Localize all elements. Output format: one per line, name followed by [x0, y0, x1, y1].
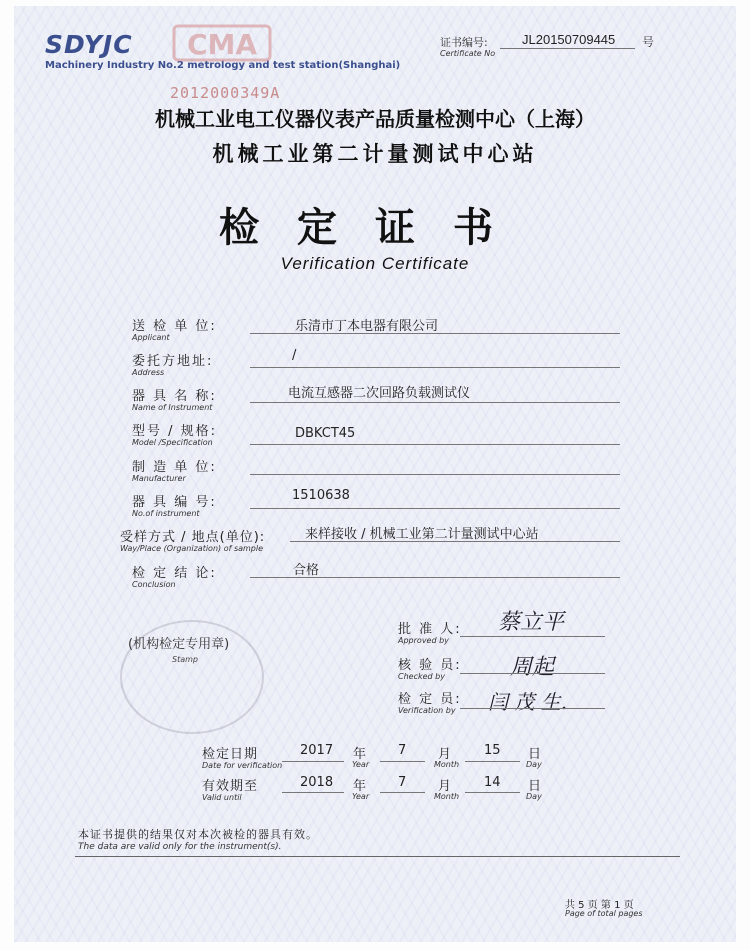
verification-date-label: 检定日期: [202, 747, 259, 762]
verification-year-unit: 年: [353, 747, 367, 762]
approver-underline: [460, 636, 605, 637]
station-name: Machinery Industry No.2 metrology and test station(Shanghai): [45, 60, 401, 71]
valid-until-year: 2018: [300, 775, 334, 790]
verification-year-underline: [282, 761, 344, 762]
verification-year-unit-en: Year: [352, 760, 370, 769]
address-label: 委托方地址:: [132, 354, 214, 369]
verification-month-unit: 月: [438, 747, 452, 762]
valid-until-month-underline: [380, 792, 425, 793]
valid-until-day-unit-en: Day: [526, 792, 542, 801]
conclusion-underline: [250, 577, 620, 578]
validity-note-en: The data are valid only for the instrument(s).: [78, 842, 282, 852]
sample-way-label-en: Way/Place (Organization) of sample: [120, 544, 264, 553]
address-underline: [250, 367, 620, 368]
footer-divider: [75, 856, 680, 857]
manufacturer-label-en: Manufacturer: [132, 474, 186, 483]
stamp-label-en: Stamp: [172, 655, 198, 664]
page-count: 共 5 页 第 1 页: [565, 900, 634, 911]
verification-year: 2017: [300, 743, 334, 758]
certificate-no-label: 证书编号:: [440, 36, 488, 49]
model-label: 型号 / 规格:: [132, 424, 218, 439]
valid-until-day-underline: [465, 792, 520, 793]
applicant-label-en: Applicant: [132, 333, 170, 342]
verification-day-unit: 日: [528, 747, 542, 762]
cma-seal-icon: [172, 22, 272, 64]
address-label-en: Address: [132, 368, 165, 377]
sample-way-underline: [290, 541, 620, 542]
verification-month-unit-en: Month: [434, 760, 460, 769]
approver-label-en: Approved by: [398, 636, 449, 645]
approver-signature: 蔡立平: [498, 610, 565, 635]
applicant-value: 乐清市丁本电器有限公司: [295, 319, 439, 334]
svg-text:CMA: CMA: [186, 28, 258, 61]
valid-until-month-unit-en: Month: [434, 792, 460, 801]
conclusion-label: 检 定 结 论:: [132, 566, 217, 581]
model-label-en: Model /Specification: [132, 438, 213, 447]
checker-signature: 周起: [510, 655, 555, 680]
org-name-line2: 机械工业第二计量测试中心站: [212, 142, 538, 166]
cma-number: 2012000349A: [170, 84, 281, 102]
applicant-label: 送 检 单 位:: [132, 319, 217, 334]
checker-label: 核 验 员:: [398, 658, 462, 673]
checker-label-en: Checked by: [398, 672, 445, 681]
page-count-en: Page of total pages: [565, 909, 643, 918]
certificate-no-underline: [500, 48, 635, 49]
instrument-no-value: 1510638: [292, 488, 350, 503]
valid-until-year-unit-en: Year: [352, 792, 370, 801]
manufacturer-label: 制 造 单 位:: [132, 460, 217, 475]
applicant-underline: [250, 333, 620, 334]
valid-until-label-en: Valid until: [202, 793, 242, 802]
model-underline: [250, 444, 620, 445]
verification-month-underline: [380, 761, 425, 762]
checker-underline: [460, 673, 605, 674]
certificate-no-label-en: Certificate No: [440, 49, 496, 58]
verifier-underline: [460, 708, 605, 709]
sample-way-label: 受样方式 / 地点(单位):: [120, 530, 266, 545]
verification-day: 15: [484, 743, 501, 758]
instrument-no-underline: [250, 508, 620, 509]
verification-day-underline: [465, 761, 520, 762]
verifier-label: 检 定 员:: [398, 692, 462, 707]
instrument-name-value: 电流互感器二次回路负载测试仪: [288, 386, 471, 401]
approver-label: 批 准 人:: [398, 622, 462, 637]
document-title-en: Verification Certificate: [280, 254, 470, 273]
instrument-name-label-en: Name of Instrument: [132, 403, 213, 412]
sample-way-value: 来样接收 / 机械工业第二计量测试中心站: [305, 527, 539, 542]
verifier-signature: 闫 茂 生.: [488, 690, 568, 714]
address-value: /: [292, 348, 297, 363]
model-value: DBKCT45: [295, 426, 356, 441]
verification-day-unit-en: Day: [526, 760, 542, 769]
valid-until-month-unit: 月: [438, 779, 452, 794]
stamp-label: (机构检定专用章): [128, 637, 230, 652]
conclusion-value: 合格: [293, 563, 320, 578]
valid-until-day-unit: 日: [528, 779, 542, 794]
valid-until-month: 7: [398, 775, 407, 790]
instrument-name-label: 器 具 名 称:: [132, 389, 217, 404]
sdyjc-logo: SDYJC: [45, 30, 133, 59]
manufacturer-underline: [250, 474, 620, 475]
document-title: 检定证书: [219, 204, 531, 251]
verifier-label-en: Verification by: [398, 706, 456, 715]
instrument-no-label: 器 具 编 号:: [132, 495, 217, 510]
valid-until-day: 14: [484, 775, 501, 790]
validity-note: 本证书提供的结果仅对本次被检的器具有效。: [78, 828, 318, 841]
certificate-no-suffix: 号: [642, 35, 655, 49]
verification-month: 7: [398, 743, 407, 758]
instrument-no-label-en: No.of instrument: [132, 509, 200, 518]
valid-until-year-unit: 年: [353, 779, 367, 794]
verification-date-label-en: Date for verification: [202, 761, 283, 770]
instrument-name-underline: [250, 402, 620, 403]
conclusion-label-en: Conclusion: [132, 580, 176, 589]
certificate-no-value: JL20150709445: [522, 32, 616, 47]
org-name-line1: 机械工业电工仪器仪表产品质量检测中心（上海）: [155, 107, 595, 131]
valid-until-label: 有效期至: [202, 779, 259, 794]
valid-until-year-underline: [282, 792, 344, 793]
